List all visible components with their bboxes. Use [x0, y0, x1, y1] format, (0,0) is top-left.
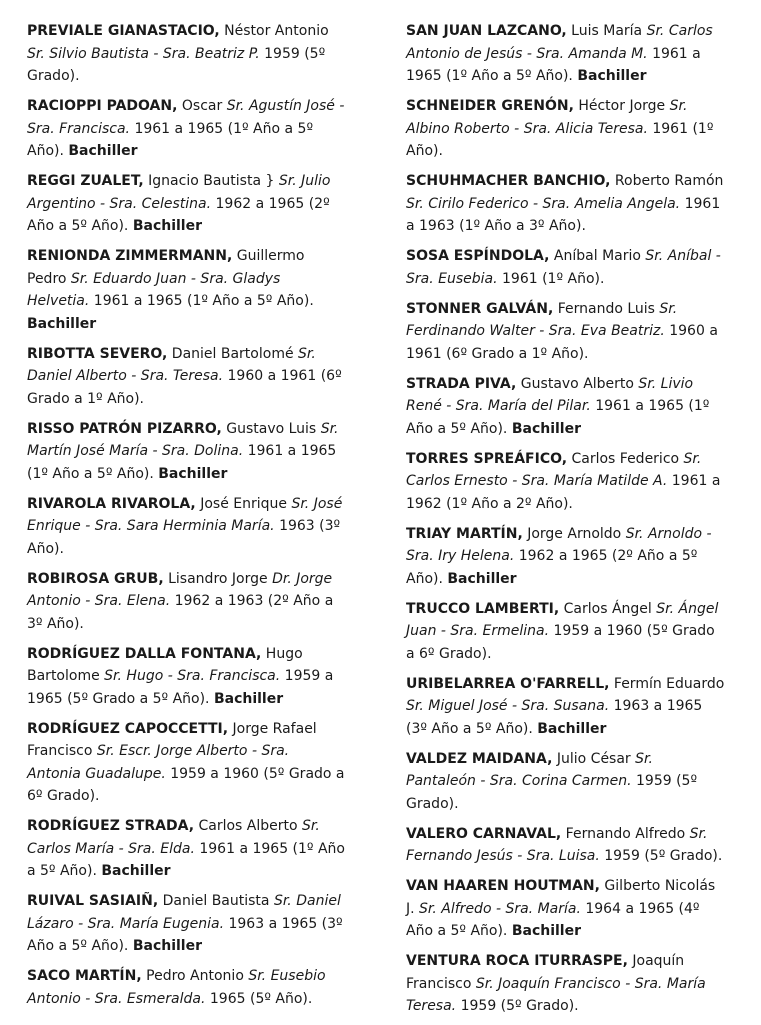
- entry-parents: Sr. Livio René - Sra. María del Pilar.: [406, 375, 694, 414]
- entry-dates: 1960 a 1961 (6º Grado a 1º Año).: [27, 368, 342, 407]
- entry-parents: Sr. José Enrique - Sra. Sara Herminia María.: [27, 495, 343, 534]
- entry-given-name: Ignacio Bautista }: [143, 173, 279, 189]
- entry-parents: Sr. Hugo - Sra. Francisca.: [104, 668, 281, 684]
- entry-dates: 1959 a 1960 (5º Grado a 6º Grado).: [406, 623, 715, 662]
- entry-surname: VALERO CARNAVAL,: [406, 825, 562, 842]
- entry-surname: STRADA PIVA,: [406, 375, 517, 392]
- entry-tag: Bachiller: [511, 923, 582, 939]
- entry-parents: Dr. Jorge Antonio - Sra. Elena.: [27, 570, 333, 609]
- entry-dates: 1963 a 1965 (3º Año a 5º Año).: [27, 915, 343, 954]
- entry: [406, 673, 726, 741]
- entry-given-name: Jorge Arnoldo: [522, 525, 626, 542]
- entry-parents: Sr. Pantaleón - Sra. Corina Carmen.: [406, 750, 653, 789]
- entry-surname: RACIOPPI PADOAN,: [27, 98, 178, 114]
- entry-surname: URIBELARREA O'FARRELL,: [406, 675, 610, 692]
- entry-parents: Sr. Alfredo - Sra. María.: [419, 900, 581, 917]
- entry-surname: TRUCCO LAMBERTI,: [406, 600, 560, 617]
- entry-parents: Sr. Eusebio Antonio - Sra. Esmeralda.: [27, 968, 326, 1007]
- entry-parents: Sr. Miguel José - Sra. Susana.: [406, 698, 610, 714]
- entry-surname: SCHNEIDER GRENÓN,: [406, 98, 574, 114]
- entry-tag: Bachiller: [132, 938, 203, 954]
- entry-given-name: Aníbal Mario: [549, 248, 646, 264]
- entry-tag: Bachiller: [577, 68, 647, 84]
- entry-surname: RIVAROLA RIVAROLA,: [27, 495, 196, 512]
- entry-dates: 1959 (5º Grado).: [456, 998, 579, 1014]
- entry-surname: SAN JUAN LAZCANO,: [406, 23, 567, 39]
- entry-parents: Sr. Carlos Ernesto - Sra. María Matilde A.: [406, 450, 702, 489]
- entry-dates: 1959 (5º Grado).: [27, 45, 326, 84]
- entry-dates: 1963 (3º Año).: [27, 518, 341, 557]
- entry: [406, 95, 726, 163]
- entry-given-name: Guillermo Pedro: [27, 248, 305, 287]
- entry-given-name: Néstor Antonio: [219, 23, 329, 39]
- entry-given-name: Carlos Alberto: [194, 818, 303, 834]
- entry-tag: Bachiller: [27, 315, 97, 332]
- entry: [406, 748, 726, 816]
- entry-given-name: Daniel Bautista: [158, 893, 274, 909]
- entry-dates: 1961 a 1962 (1º Año a 2º Año).: [406, 473, 721, 512]
- entry-given-name: Gustavo Alberto: [516, 375, 639, 392]
- entry-tag: Bachiller: [537, 720, 607, 737]
- entry-dates: 1961 a 1965 (1º Año a 5º Año).: [89, 293, 314, 309]
- entry: [406, 523, 726, 591]
- entry-dates: 1959 (5º Grado).: [599, 848, 723, 864]
- entry-surname: PREVIALE GIANASTACIO,: [27, 23, 220, 39]
- entry-given-name: Hugo Bartolome: [27, 645, 303, 684]
- entry: [406, 448, 726, 516]
- entry: [406, 823, 726, 868]
- entry-given-name: Joaquín Francisco: [406, 953, 685, 992]
- entry: [27, 343, 347, 411]
- right-column: [406, 20, 726, 1025]
- entry-parents: Sr. Daniel Lázaro - Sra. María Eugenia.: [27, 893, 341, 932]
- entry: [406, 875, 726, 943]
- entry-given-name: Héctor Jorge: [573, 98, 670, 114]
- entry-surname: RISSO PATRÓN PIZARRO,: [27, 420, 222, 437]
- entry-surname: TRIAY MARTÍN,: [406, 525, 523, 542]
- entry: [406, 950, 726, 1018]
- entry: [27, 245, 347, 335]
- entry-parents: Sr. Carlos María - Sra. Elda.: [27, 818, 320, 857]
- entry-parents: Sr. Julio Argentino - Sra. Celestina.: [27, 173, 331, 212]
- entry-tag: Bachiller: [213, 690, 284, 707]
- entry-tag: Bachiller: [68, 143, 138, 159]
- entry: [406, 373, 726, 441]
- entry-given-name: Daniel Bartolomé: [167, 345, 299, 362]
- entry-given-name: Gustavo Luis: [221, 420, 321, 437]
- entry-dates: 1965 (5º Año).: [205, 990, 313, 1007]
- left-column: [27, 20, 347, 1018]
- entry-tag: Bachiller: [132, 218, 203, 234]
- entry-given-name: Gilberto Nicolás J.: [406, 878, 716, 917]
- entry: [27, 170, 347, 238]
- entry-surname: RODRÍGUEZ CAPOCCETTI,: [27, 720, 229, 737]
- entry: [406, 598, 726, 666]
- entry: [27, 418, 347, 486]
- entry-parents: Sr. Silvio Bautista - Sra. Beatriz P.: [27, 45, 260, 62]
- entry-dates: 1961 a 1965 (1º Año a 5º Año).: [27, 120, 314, 159]
- entry: [27, 20, 347, 88]
- entry-given-name: José Enrique: [195, 495, 292, 512]
- entry-dates: 1962 a 1965 (2º Año a 5º Año).: [27, 195, 330, 234]
- entry-parents: Sr. Carlos Antonio de Jesús - Sra. Amanda M.: [406, 23, 713, 62]
- entry-parents: Sr. Fernando Jesús - Sra. Luisa.: [406, 825, 708, 864]
- entry-dates: 1961 a 1965 (1º Año a 5º Año).: [406, 398, 710, 437]
- entry-given-name: Oscar: [177, 98, 227, 114]
- entry-given-name: Luis María: [566, 23, 647, 39]
- entry-parents: Sr. Martín José María - Sra. Dolina.: [27, 420, 339, 459]
- entry-surname: VAN HAAREN HOUTMAN,: [406, 878, 600, 894]
- entry-dates: 1961 a 1965 (1º Año a 5º Año).: [406, 45, 701, 84]
- entry-given-name: Carlos Ángel: [559, 600, 657, 617]
- entry-surname: TORRES SPREÁFICO,: [406, 450, 568, 467]
- entry-surname: RODRÍGUEZ STRADA,: [27, 818, 195, 834]
- entry-dates: 1960 a 1961 (6º Grado a 1º Año).: [406, 323, 718, 362]
- entry: [27, 568, 347, 636]
- entry-given-name: Lisandro Jorge: [163, 570, 273, 587]
- entry-dates: 1962 a 1963 (2º Año a 3º Año).: [27, 593, 334, 632]
- entry-given-name: Julio César: [552, 750, 636, 767]
- entry-surname: SCHUHMACHER BANCHIO,: [406, 173, 611, 189]
- entry: [406, 298, 726, 366]
- entry-given-name: Fernando Luis: [553, 300, 660, 317]
- entry-surname: REGGI ZUALET,: [27, 173, 144, 189]
- entry-parents: Sr. Joaquín Francisco - Sra. María Teresa.: [406, 975, 706, 1014]
- entry-parents: Sr. Ángel Juan - Sra. Ermelina.: [406, 600, 719, 639]
- entry-parents: Sr. Aníbal - Sra. Eusebia.: [406, 248, 721, 287]
- entry: [406, 20, 726, 88]
- entry-surname: STONNER GALVÁN,: [406, 300, 554, 317]
- entry: [27, 643, 347, 711]
- entry-dates: 1961 (1º Año).: [497, 270, 605, 287]
- entry-tag: Bachiller: [158, 465, 228, 482]
- entry: [27, 493, 347, 561]
- entry: [27, 890, 347, 958]
- entry-surname: ROBIROSA GRUB,: [27, 570, 164, 587]
- entry: [406, 170, 726, 238]
- entry-parents: Sr. Agustín José - Sra. Francisca.: [27, 98, 345, 137]
- entry-dates: 1961 a 1965 (1º Año a 5º Año).: [27, 443, 337, 482]
- entry-given-name: Fermín Eduardo: [609, 675, 725, 692]
- entry-dates: 1961 (1º Año).: [406, 120, 714, 159]
- entry: [27, 95, 347, 163]
- entry-surname: SACO MARTÍN,: [27, 968, 142, 984]
- entry-surname: RUIVAL SASIAIÑ,: [27, 893, 159, 909]
- entry-surname: RODRÍGUEZ DALLA FONTANA,: [27, 645, 262, 662]
- entry-given-name: Jorge Rafael Francisco: [27, 720, 317, 759]
- entry-tag: Bachiller: [447, 570, 517, 587]
- entry-dates: 1964 a 1965 (4º Año a 5º Año).: [406, 900, 700, 939]
- entry-given-name: Roberto Ramón: [610, 173, 724, 189]
- entry: [27, 965, 347, 1010]
- entry-given-name: Pedro Antonio: [141, 968, 249, 984]
- entry-surname: SOSA ESPÍNDOLA,: [406, 248, 550, 264]
- entry-parents: Sr. Escr. Jorge Alberto - Sra. Antonia Guadalupe.: [27, 743, 290, 782]
- entry-surname: VENTURA ROCA ITURRASPE,: [406, 953, 628, 969]
- entry-given-name: Carlos Federico: [567, 450, 684, 467]
- entry: [27, 718, 347, 808]
- entry-surname: RIBOTTA SEVERO,: [27, 345, 168, 362]
- entry-parents: Sr. Eduardo Juan - Sra. Gladys Helvetia.: [27, 270, 281, 309]
- entry-parents: Sr. Cirilo Federico - Sra. Amelia Angela.: [406, 195, 681, 212]
- entry-surname: VALDEZ MAIDANA,: [406, 750, 553, 767]
- entry-dates: 1959 a 1965 (5º Grado a 5º Año).: [27, 668, 334, 707]
- entry-dates: 1961 a 1963 (1º Año a 3º Año).: [406, 195, 721, 234]
- entry-dates: 1962 a 1965 (2º Año a 5º Año).: [406, 548, 698, 587]
- entry-dates: 1961 a 1965 (1º Año a 5º Año).: [27, 840, 345, 879]
- entry-parents: Sr. Daniel Alberto - Sra. Teresa.: [27, 345, 316, 384]
- entry-dates: 1963 a 1965 (3º Año a 5º Año).: [406, 698, 703, 737]
- entry-dates: 1959 (5º Grado).: [406, 773, 698, 812]
- entry-parents: Sr. Ferdinando Walter - Sra. Eva Beatriz.: [406, 300, 678, 339]
- entry-parents: Sr. Arnoldo - Sra. Iry Helena.: [406, 525, 712, 564]
- entry-dates: 1959 a 1960 (5º Grado a 6º Grado).: [27, 765, 345, 804]
- entry-tag: Bachiller: [101, 863, 171, 879]
- entry: [406, 245, 726, 290]
- entry-surname: RENIONDA ZIMMERMANN,: [27, 248, 233, 264]
- entry-tag: Bachiller: [511, 420, 582, 437]
- entry-parents: Sr. Albino Roberto - Sra. Alicia Teresa.: [406, 98, 688, 137]
- entry-given-name: Fernando Alfredo: [561, 825, 690, 842]
- entry: [27, 815, 347, 883]
